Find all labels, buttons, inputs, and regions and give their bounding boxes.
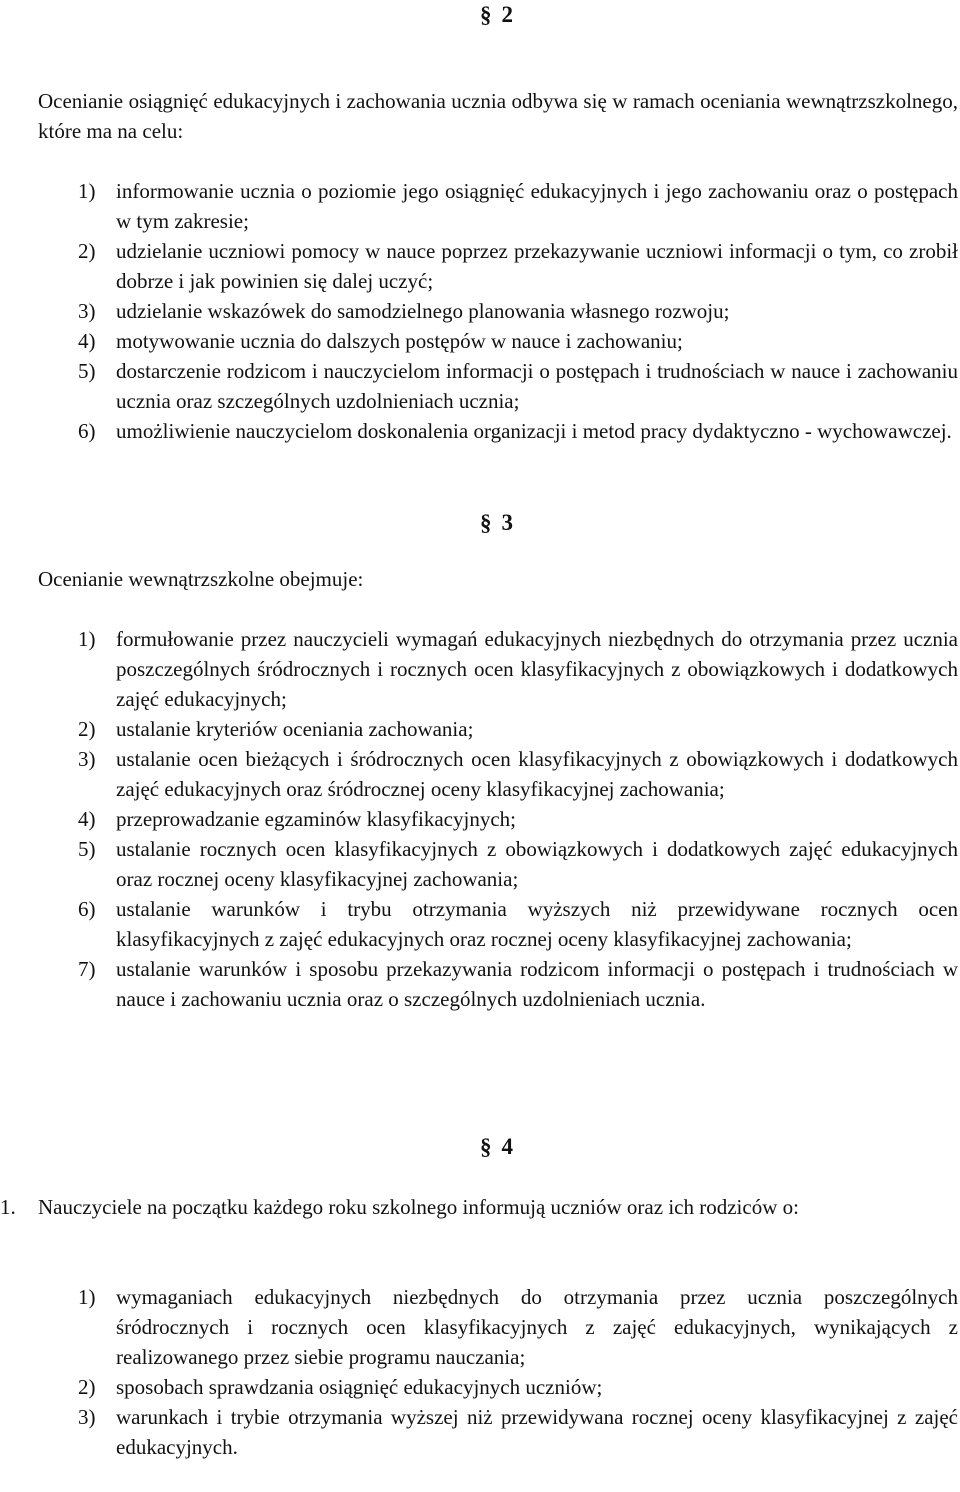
item-number: 2) [78,717,96,741]
paragraph-number: 1. [0,1195,16,1219]
list-item [78,894,958,954]
section-number: 4 [501,1134,513,1159]
list-item [78,1372,958,1402]
item-text: ustalanie warunków i sposobu przekazywania rodzicom informacji o postępach i trudnościach w nauce i zachowaniu ucznia oraz o szczególnych uzdolnieniach ucznia. [116,957,958,1011]
section-4-list [78,1282,958,1462]
section-sign: § [480,510,492,535]
item-number: 4) [78,807,96,831]
paragraph-text: Nauczyciele na początku każdego roku szkolnego informują uczniów oraz ich rodziców o: [38,1195,799,1219]
item-number: 5) [78,837,96,861]
section-3-intro: Ocenianie wewnątrzszkolne obejmuje: [38,567,364,591]
item-text: udzielanie wskazówek do samodzielnego planowania własnego rozwoju; [116,299,730,323]
item-text: sposobach sprawdzania osiągnięć edukacyjnych uczniów; [116,1375,603,1399]
section-heading-4 [480,1132,513,1162]
item-text: dostarczenie rodzicom i nauczycielom informacji o postępach i trudnościach w nauce i zachowaniu ucznia oraz szczególnych uzdolnieniach ucznia; [116,359,958,413]
item-number: 1) [78,627,96,651]
list-item [78,1402,958,1462]
item-text: ustalanie rocznych ocen klasyfikacyjnych z obowiązkowych i dodatkowych zajęć edukacyjnych oraz rocznej oceny klasyfikacyjnej zachowania; [116,837,958,891]
section-3-list [78,624,958,1014]
section-4-paragraph-1 [0,1192,958,1222]
item-number: 2) [78,1375,96,1399]
item-text: udzielanie uczniowi pomocy w nauce poprzez przekazywanie uczniowi informacji o tym, co zrobił dobrze i jak powinien się dalej uczyć; [116,239,958,293]
item-number: 6) [78,419,96,443]
item-text: wymaganiach edukacyjnych niezbędnych do otrzymania przez ucznia poszczególnych śródrocznych i rocznych ocen klasyfikacyjnych z zajęć edukacyjnych, wynikających z realizowanego przez siebie programu nauczania; [116,1285,958,1369]
list-item [78,624,958,714]
section-sign: § [480,2,492,27]
item-number: 2) [78,239,96,263]
list-item [78,714,958,744]
item-number: 1) [78,1285,96,1309]
item-number: 7) [78,957,96,981]
list-item [78,744,958,804]
item-number: 3) [78,299,96,323]
section-heading-3 [480,508,513,538]
item-text: umożliwienie nauczycielom doskonalenia organizacji i metod pracy dydaktyczno - wychowawczej. [116,419,952,443]
item-number: 3) [78,1405,96,1429]
section-2-intro: Ocenianie osiągnięć edukacyjnych i zachowania ucznia odbywa się w ramach oceniania wewnątrzszkolnego, które ma na celu: [38,89,958,143]
list-item [78,834,958,894]
list-item [78,356,958,416]
list-item [78,1282,958,1372]
list-item [78,296,958,326]
item-text: informowanie ucznia o poziomie jego osiągnięć edukacyjnych i jego zachowaniu oraz o postępach w tym zakresie; [116,179,958,233]
item-text: warunkach i trybie otrzymania wyższej niż przewidywana rocznej oceny klasyfikacyjnej z zajęć edukacyjnych. [116,1405,958,1459]
section-heading-2 [480,0,513,30]
section-sign: § [480,1134,492,1159]
item-number: 3) [78,747,96,771]
item-number: 4) [78,329,96,353]
list-item [78,416,958,446]
item-number: 1) [78,179,96,203]
list-item [78,954,958,1014]
list-item [78,326,958,356]
item-text: przeprowadzanie egzaminów klasyfikacyjnych; [116,807,516,831]
item-text: ustalanie warunków i trybu otrzymania wyższych niż przewidywane rocznych ocen klasyfikacyjnych z zajęć edukacyjnych oraz rocznej oceny klasyfikacyjnej zachowania; [116,897,958,951]
item-text: ustalanie ocen bieżących i śródrocznych ocen klasyfikacyjnych z obowiązkowych i dodatkowych zajęć edukacyjnych oraz śródrocznej oceny klasyfikacyjnej zachowania; [116,747,958,801]
item-text: motywowanie ucznia do dalszych postępów w nauce i zachowaniu; [116,329,683,353]
item-text: formułowanie przez nauczycieli wymagań edukacyjnych niezbędnych do otrzymania przez ucznia poszczególnych śródrocznych i rocznych ocen klasyfikacyjnych z obowiązkowych i dodatkowych zajęć edukacyjnych; [116,627,958,711]
section-number: 3 [501,510,513,535]
list-item [78,176,958,236]
item-text: ustalanie kryteriów oceniania zachowania; [116,717,474,741]
section-number: 2 [501,2,513,27]
list-item [78,236,958,296]
section-2-list [78,176,958,446]
list-item [78,804,958,834]
item-number: 5) [78,359,96,383]
item-number: 6) [78,897,96,921]
